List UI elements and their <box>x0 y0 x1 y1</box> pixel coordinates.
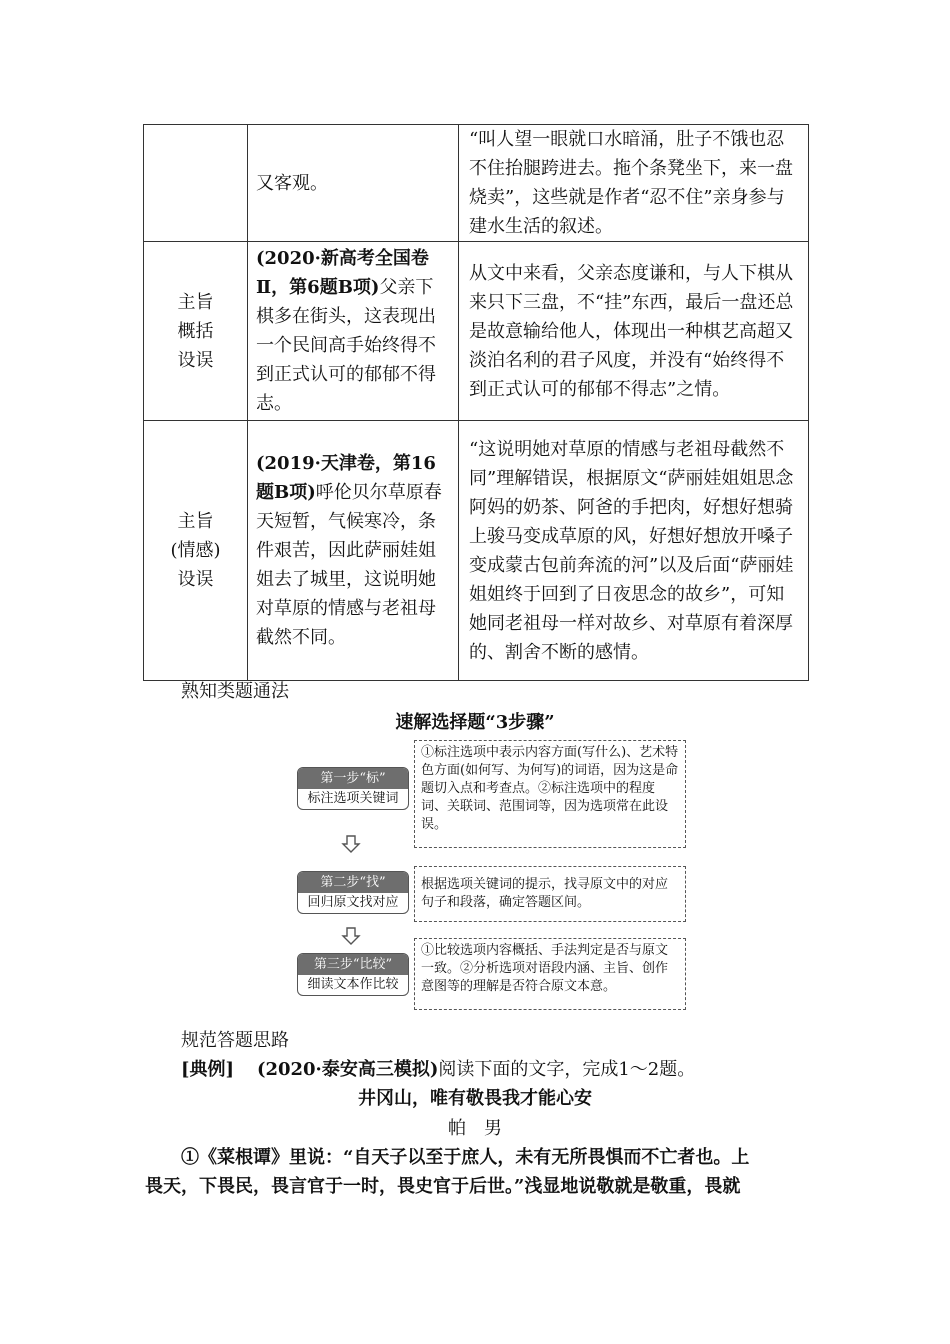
down-arrow-icon <box>341 926 361 946</box>
step-box-3 <box>297 953 409 996</box>
step-header: 第二步“找” <box>298 872 408 893</box>
step-description-3: ①比较选项内容概括、手法判定是否与原文一致。②分析选项对语段内涵、主旨、创作意图等的理解是否符合原文本意。 <box>414 938 686 1010</box>
section-heading-methods: 熟知类题通法 <box>181 681 289 702</box>
error-type-line: 概括 <box>177 320 214 342</box>
example-cell <box>248 125 459 242</box>
example-cell <box>248 421 459 681</box>
step-body: 细读文本作比较 <box>307 977 399 992</box>
example-text <box>248 244 458 418</box>
analysis-cell <box>459 421 809 681</box>
analysis-table <box>143 124 809 681</box>
error-type-line: (情感) <box>170 540 221 561</box>
article-author: 帕 男 <box>448 1118 502 1139</box>
analysis-cell <box>459 125 809 242</box>
error-type-line: 主旨 <box>177 291 214 313</box>
example-text <box>248 449 458 652</box>
example-instruction-text: 阅读下面的文字，完成1～2题。 <box>438 1059 696 1080</box>
step-description-1: ①标注选项中表示内容方面(写什么)、艺术特色方面(如何写、为何写)的词语，因为这是命题切入点和考查点。②标注选项中的程度词、关联词、范围词等，因为选项常在此设误。 <box>414 740 686 848</box>
error-type-line: 主旨 <box>177 511 214 532</box>
step-header: 第三步“比较” <box>298 954 408 975</box>
error-type-line: 设误 <box>177 569 214 590</box>
error-type-line: 设误 <box>177 349 214 371</box>
step-box-1 <box>297 767 409 810</box>
error-type-cell <box>144 421 248 681</box>
article-paragraph-line: 畏天，下畏民，畏言官于一时，畏史官于后世。”浅显地说敬就是敬重，畏就 <box>145 1176 741 1197</box>
down-arrow-icon <box>341 834 361 854</box>
analysis-cell <box>459 242 809 421</box>
table-row <box>144 125 809 242</box>
example-tag: [典例] <box>181 1059 235 1080</box>
flowchart <box>297 738 697 1013</box>
example-statement: 呼伦贝尔草原春天短暂，气候寒冷，条件艰苦，因此萨丽娃姐姐去了城里，这说明她对草原的情感与老祖母截然不同。 <box>256 482 442 648</box>
example-text: 又客观。 <box>256 172 328 194</box>
analysis-text: “叫人望一眼就口水暗涌，肚子不饿也忍不住抬腿跨进去。拖个条凳坐下，来一盘烧卖”，这些就是作者“忍不住”亲身参与建水生活的叙述。 <box>469 129 793 237</box>
analysis-text: “这说明她对草原的情感与老祖母截然不同”理解错误，根据原文“萨丽娃姐姐思念阿妈的奶茶、阿爸的手把肉，好想好想骑上骏马变成草原的风，好想好想放开嗓子变成蒙古包前奔流的河”以及后面“萨丽娃姐姐终于回到了日夜思念的故乡”，可知她同老祖母一样对故乡、对草原有着深厚的、割舍不断的感情。 <box>469 438 794 663</box>
example-source: (2020·新高考全国卷Ⅱ，第6题B项) <box>256 248 429 298</box>
step-description-2: 根据选项关键词的提示，找寻原文中的对应句子和段落，确定答题区间。 <box>414 866 686 922</box>
step-box-2 <box>297 871 409 914</box>
example-statement: 父亲下棋多在街头，这表现出一个民间高手始终得不到正式认可的郁郁不得志。 <box>256 277 436 414</box>
step-body: 回归原文找对应 <box>307 895 399 910</box>
article-paragraph-line: ①《菜根谭》里说：“自天子以至于庶人，未有无所畏惧而不亡者也。上 <box>181 1147 750 1168</box>
article-title: 井冈山，唯有敬畏我才能心安 <box>358 1088 592 1109</box>
example-instruction <box>181 1055 695 1081</box>
table-row <box>144 242 809 421</box>
flowchart-title: 速解选择题“3步骤” <box>395 712 555 733</box>
example-cell <box>248 242 459 421</box>
step-body: 标注选项关键词 <box>307 791 399 806</box>
analysis-text: 从文中来看，父亲态度谦和，与人下棋从来只下三盘，不“挂”东西，最后一盘还总是故意输给他人，体现出一种棋艺高超又淡泊名利的君子风度，并没有“始终得不到正式认可的郁郁不得志”之情。 <box>469 262 794 400</box>
table-row <box>144 421 809 681</box>
section-heading-approach: 规范答题思路 <box>181 1030 289 1051</box>
example-source: (2020·泰安高三模拟) <box>256 1059 439 1080</box>
error-type-cell <box>144 242 248 421</box>
example-source: (2019·天津卷，第16题B项) <box>256 453 436 503</box>
step-header: 第一步“标” <box>298 768 408 789</box>
error-type-cell <box>144 125 248 242</box>
